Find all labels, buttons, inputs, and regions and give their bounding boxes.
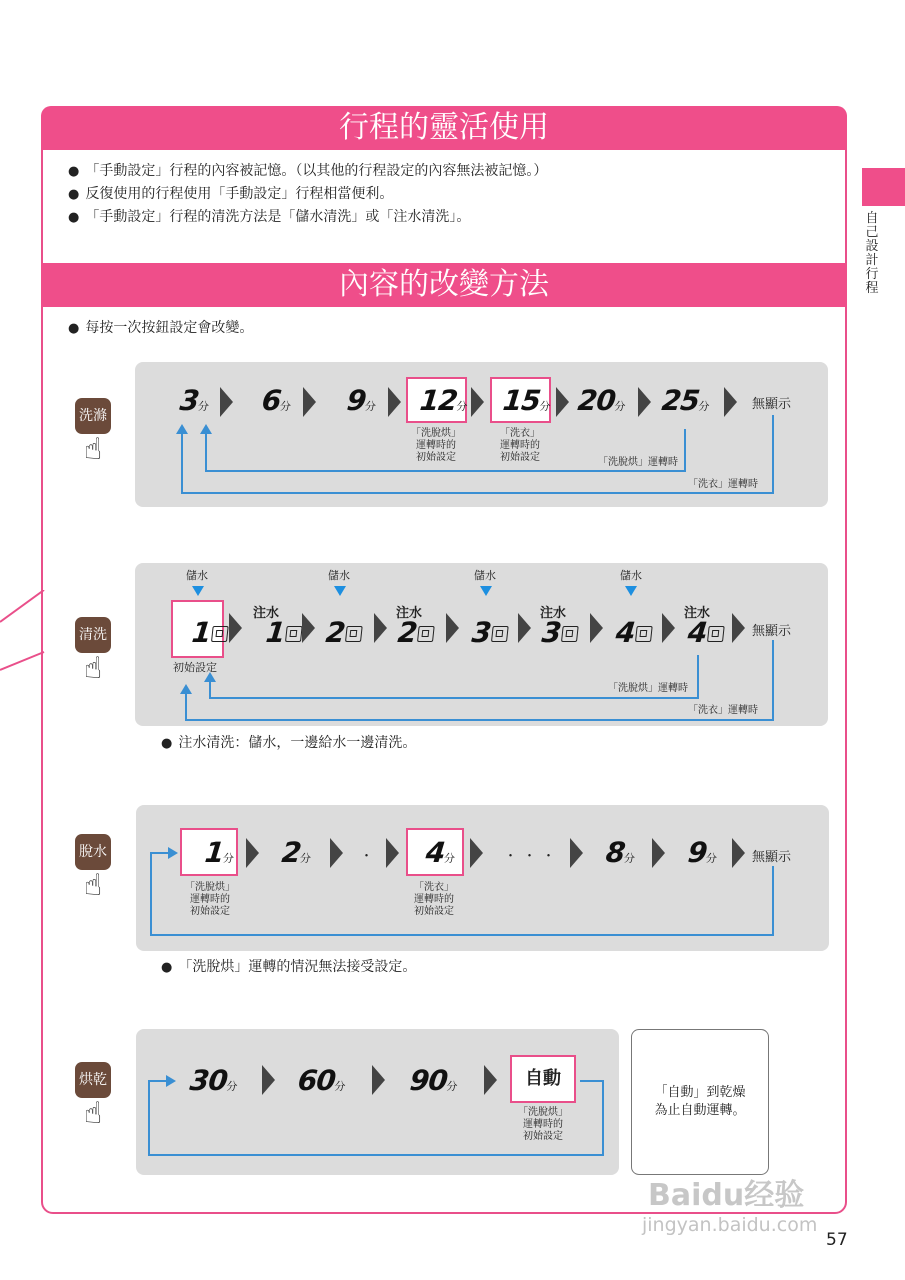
arrow-icon: [388, 387, 401, 417]
arrow-icon: [484, 1065, 497, 1095]
rinse-loop-label-2: 「洗衣」運轉時: [688, 705, 758, 716]
side-tab: [862, 168, 905, 206]
arrow-icon: [724, 387, 737, 417]
down-arrow-icon: [480, 586, 492, 596]
arrow-icon: [446, 613, 459, 643]
wash-value: 6: [260, 384, 283, 417]
wash-note-12: 「洗脫烘」 運轉時的 初始設定: [411, 428, 461, 463]
down-arrow-icon: [334, 586, 346, 596]
section1-bullet: ● 反復使用的行程使用「手動設定」行程相當便利。: [68, 184, 393, 205]
wash-step-9: 9分: [345, 384, 377, 417]
page-number: 57: [826, 1230, 848, 1250]
hand-pointer-icon: ☝: [84, 868, 103, 903]
rinse-loop-label-1: 「洗脫烘」運轉時: [608, 683, 688, 694]
wash-step-3: 3分: [178, 384, 210, 417]
section1-bullet: ● 「手動設定」行程的清洗方法是「儲水清洗」或「注水清洗」。: [68, 207, 470, 228]
wash-value: 3: [178, 384, 201, 417]
spin-button[interactable]: 脫水: [75, 834, 111, 870]
rinse-step: 1: [264, 616, 304, 649]
dry-step: 60分: [296, 1064, 347, 1097]
rinse-step: 4: [686, 616, 726, 649]
spin-note: ● 「洗脫烘」運轉的情況無法接受設定。: [161, 957, 416, 978]
dry-auto: 自動: [510, 1055, 576, 1103]
wash-step-6: 6分: [260, 384, 292, 417]
dry-info-box: [631, 1029, 769, 1175]
rinse-none: 無顯示: [752, 624, 792, 639]
spin-note-4: 「洗衣」 運轉時的 初始設定: [414, 882, 454, 917]
wash-button[interactable]: 洗滌: [75, 398, 111, 434]
arrow-icon: [220, 387, 233, 417]
arrow-icon: [471, 387, 484, 417]
spin-step: 4分: [424, 836, 456, 869]
arrow-icon: [246, 838, 259, 868]
wash-step-15: 15分: [501, 384, 552, 417]
wash-note-15: 「洗衣」 運轉時的 初始設定: [500, 428, 540, 463]
wash-value: 20: [576, 384, 617, 417]
arrow-icon: [556, 387, 569, 417]
watermark-brand: Baidu经验: [648, 1178, 805, 1213]
section1-bullet: ● 「手動設定」行程的內容被記憶。（以其他的行程設定的內容無法被記憶。）: [68, 161, 547, 182]
hand-pointer-icon: ☝: [84, 432, 103, 467]
spin-panel: [136, 805, 829, 951]
rinse-button[interactable]: 清洗: [75, 617, 111, 653]
dry-step: 90分: [408, 1064, 459, 1097]
wash-value: 15: [501, 384, 542, 417]
dry-info-line: 為止自動運轉。: [654, 1103, 746, 1118]
rinse-step: 3: [540, 616, 580, 649]
side-tab-label: 自 己 設 計 行 程: [865, 211, 879, 296]
rinse-step: 1: [190, 616, 230, 649]
spin-none: 無顯示: [752, 850, 792, 865]
wash-loop-label-1: 「洗脫烘」運轉時: [598, 457, 678, 468]
section1-title: 行程的靈活使用: [41, 106, 847, 150]
arrow-icon: [470, 838, 483, 868]
storage-label: 儲水: [186, 569, 208, 582]
storage-label: 儲水: [620, 569, 642, 582]
storage-label: 儲水: [474, 569, 496, 582]
arrow-icon: [652, 838, 665, 868]
section2-title: 內容的改變方法: [41, 263, 847, 307]
rinse-step: 3: [470, 616, 510, 649]
arrow-icon: [590, 613, 603, 643]
wash-step-25: 25分: [660, 384, 711, 417]
arrow-icon: [386, 838, 399, 868]
wash-loop-label-2: 「洗衣」運轉時: [688, 479, 758, 490]
arrow-icon: [372, 1065, 385, 1095]
inject-label: 注水: [684, 606, 711, 621]
watermark-url: jingyan.baidu.com: [642, 1214, 818, 1236]
arrow-icon: [732, 613, 745, 643]
spin-note-1: 「洗脫烘」 運轉時的 初始設定: [185, 882, 235, 917]
arrow-icon: [302, 613, 315, 643]
hand-pointer-icon: ☝: [84, 1096, 103, 1131]
spin-dot: ・: [360, 849, 374, 864]
rinse-step: 4: [614, 616, 654, 649]
wash-value: 12: [418, 384, 459, 417]
down-arrow-icon: [625, 586, 637, 596]
spin-step: 2分: [280, 836, 312, 869]
arrow-icon: [570, 838, 583, 868]
dry-note-auto: 「洗脫烘」 運轉時的 初始設定: [518, 1107, 568, 1142]
callout-pointer: [0, 590, 46, 680]
dry-info-line: 「自動」到乾燥: [654, 1085, 746, 1100]
spin-dots: ・・・: [504, 849, 562, 864]
spin-step: 9分: [686, 836, 718, 869]
dry-step: 30分: [188, 1064, 239, 1097]
spin-step: 1分: [203, 836, 235, 869]
arrow-icon: [374, 613, 387, 643]
arrow-icon: [303, 387, 316, 417]
rinse-step: 2: [396, 616, 436, 649]
section2-intro: ● 每按一次按鈕設定會改變。: [68, 318, 253, 339]
inject-label: 注水: [396, 606, 423, 621]
arrow-icon: [262, 1065, 275, 1095]
down-arrow-icon: [192, 586, 204, 596]
wash-value: 25: [660, 384, 701, 417]
wash-step-12: 12分: [418, 384, 469, 417]
arrow-icon: [330, 838, 343, 868]
arrow-icon: [638, 387, 651, 417]
inject-label: 注水: [253, 606, 280, 621]
wash-value: 9: [345, 384, 368, 417]
arrow-icon: [662, 613, 675, 643]
rinse-note: ● 注水清洗：儲水，一邊給水一邊清洗。: [161, 733, 416, 754]
arrow-icon: [229, 613, 242, 643]
arrow-icon: [732, 838, 745, 868]
inject-label: 注水: [540, 606, 567, 621]
dry-button[interactable]: 烘乾: [75, 1062, 111, 1098]
rinse-step: 2: [324, 616, 364, 649]
wash-none: 無顯示: [752, 397, 792, 412]
spin-step: 8分: [604, 836, 636, 869]
hand-pointer-icon: ☝: [84, 651, 103, 686]
rinse-initial: 初始設定: [173, 661, 217, 674]
wash-step-20: 20分: [576, 384, 627, 417]
arrow-icon: [518, 613, 531, 643]
storage-label: 儲水: [328, 569, 350, 582]
